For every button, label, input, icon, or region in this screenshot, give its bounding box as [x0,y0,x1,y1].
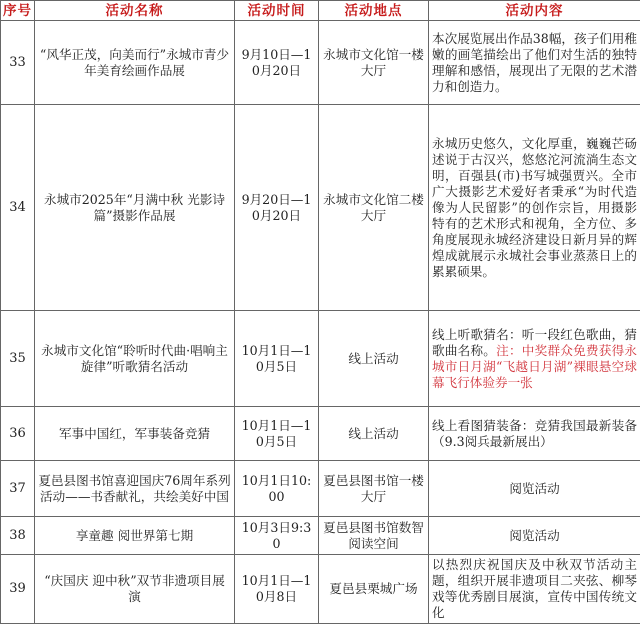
row-place: 夏邑县图书馆数智阅读空间 [319,517,429,555]
row-no: 33 [1,21,35,105]
header-no: 序号 [1,1,35,21]
table-row [1,105,640,311]
row-no: 35 [1,311,35,407]
row-no: 36 [1,407,35,461]
row-time: 10月1日—10月5日 [235,407,319,461]
row-no: 37 [1,461,35,517]
row-content-note: 注：中奖群众免费获得永城市日月湖“飞越日月湖”裸眼悬空球幕飞行体验券一张 [432,343,637,390]
header-place: 活动地点 [319,1,429,21]
row-name: 永城市文化馆“聆听时代曲·唱响主旋律”听歌猜名活动 [35,311,235,407]
row-time: 10月3日9:30 [235,517,319,555]
row-content: 线上看图猜装备：竞猜我国最新装备（9.3阅兵最新展出） [429,407,640,461]
row-no: 34 [1,105,35,311]
row-content: 阅览活动 [429,461,640,517]
table-row [1,407,640,461]
row-content: 永城历史悠久，文化厚重，巍巍芒砀述说于古汉兴，悠悠沱河流淌生态文明，百强县(市)书写城强贾兴。全市广大摄影艺术爱好者秉承“为时代造像为人民留影”的创作宗旨，用摄影特有的艺术形式和视角，全方位、多角度展现永城经济建设日新月异的辉煌成就展示永城社会事业蒸蒸日上的累累硕果。 [429,105,640,311]
row-content-text: 线上听歌猜名：听一段红色歌曲，猜歌曲名称。 [432,327,637,358]
row-content: 以热烈庆祝国庆及中秋双节活动主题，组织开展非遗项目二夹弦、柳琴戏等优秀剧目展演，宣传中国传统文化 [429,555,640,624]
header-content: 活动内容 [429,1,640,21]
header-time: 活动时间 [235,1,319,21]
row-name: 享童趣 阅世界第七期 [35,517,235,555]
table-row [1,21,640,105]
header-name: 活动名称 [35,1,235,21]
table-row [1,311,640,407]
row-name: “庆国庆 迎中秋”双节非遗项目展演 [35,555,235,624]
row-name: 永城市2025年“月满中秋 光影诗篇”摄影作品展 [35,105,235,311]
row-time: 10月1日10:00 [235,461,319,517]
row-content: 阅览活动 [429,517,640,555]
row-place: 夏邑县图书馆一楼大厅 [319,461,429,517]
row-name: “风华正茂，向美而行”永城市青少年美育绘画作品展 [35,21,235,105]
row-place: 永城市文化馆二楼大厅 [319,105,429,311]
row-place: 永城市文化馆一楼大厅 [319,21,429,105]
row-place: 线上活动 [319,407,429,461]
row-content [429,311,640,407]
row-name: 夏邑县图书馆喜迎国庆76周年系列活动——书香献礼，共绘美好中国 [35,461,235,517]
row-time: 9月10日—10月20日 [235,21,319,105]
row-time: 10月1日—10月8日 [235,555,319,624]
row-no: 38 [1,517,35,555]
row-time: 9月20日—10月20日 [235,105,319,311]
row-name: 军事中国红，军事装备竞猜 [35,407,235,461]
table-row [1,461,640,517]
row-time: 10月1日—10月5日 [235,311,319,407]
table-row [1,555,640,624]
table-header-row [1,1,640,21]
row-content: 本次展览展出作品38幅，孩子们用稚嫩的画笔描绘出了他们对生活的独特理解和感悟，展现出了无限的艺术潜力和创造力。 [429,21,640,105]
row-place: 线上活动 [319,311,429,407]
row-place: 夏邑县栗城广场 [319,555,429,624]
row-no: 39 [1,555,35,624]
table-row [1,517,640,555]
